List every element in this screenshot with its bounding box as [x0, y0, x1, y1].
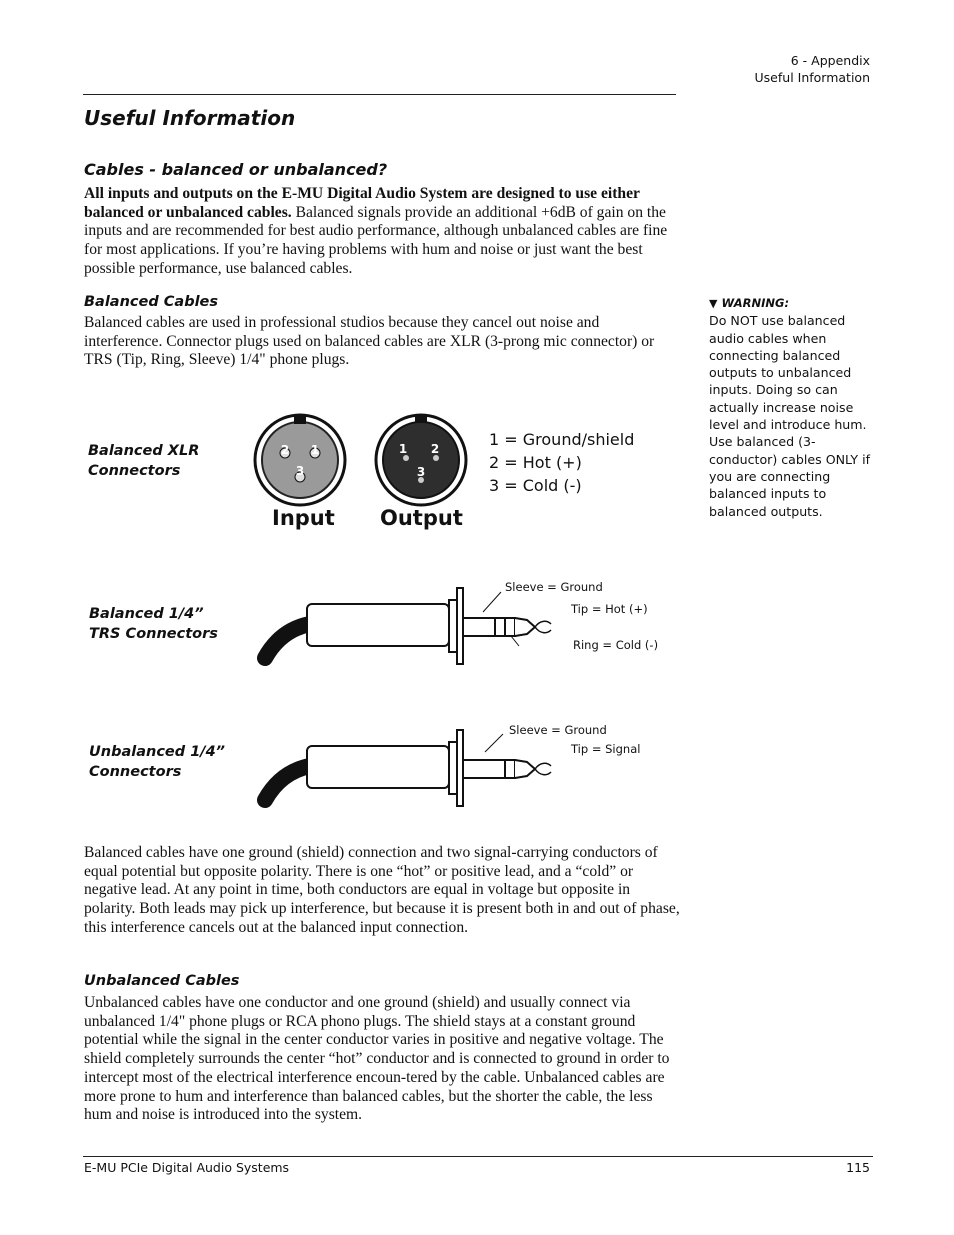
- output-pin-label: 3: [416, 465, 426, 479]
- footer-rule: [83, 1156, 873, 1157]
- balanced-cables-paragraph: Balanced cables are used in professional studios because they cancel out noise and interference. Connector plugs used on balanced cables are XLR (3-prong mic connector) or TRS (Tip, Ring, Sleeve) 1/4" phone plugs.: [84, 314, 655, 369]
- warning-note: [709, 294, 877, 520]
- trs-plug-illustration: [255, 580, 555, 675]
- trs-connectors-label: [89, 604, 218, 644]
- xlr-connectors-illustration: [250, 410, 480, 510]
- pin-legend-item: 2 = Hot (+): [489, 453, 582, 472]
- warning-title: WARNING:: [721, 296, 790, 310]
- xlr-label-line1: Balanced XLR: [88, 443, 200, 459]
- running-header: [755, 52, 870, 86]
- intro-bold-text: All inputs and outputs on the E-MU Digital Audio System are designed to use either balanced or unbalanced cables.: [84, 185, 640, 221]
- unbal-sleeve-note: Sleeve = Ground: [509, 723, 607, 737]
- header-section-name: Useful Information: [754, 70, 870, 85]
- page-number: 115: [846, 1160, 870, 1175]
- output-pin-label: 1: [398, 442, 408, 456]
- unbalanced-cables-heading: Unbalanced Cables: [84, 973, 240, 989]
- output-label: Output: [380, 506, 463, 530]
- trs-label-line1: Balanced 1/4”: [89, 606, 204, 622]
- xlr-output-connector-icon: [376, 415, 466, 505]
- input-pin-label: 1: [310, 443, 320, 457]
- page-title: Useful Information: [84, 106, 296, 130]
- trs-sleeve-note: Sleeve = Ground: [505, 580, 603, 594]
- unbalanced-connectors-label: [89, 742, 225, 782]
- unbalanced-cables-paragraph: Unbalanced cables have one conductor and one ground (shield) and usually connect via unbalanced 1/4" phone plugs or RCA phono plugs. The shield stays at a constant ground potential while the signal in the center conductor varies in positive and negative voltage. The shield completely surrounds the center “hot” conductor and is connected to ground in order to intercept most of the electrical interference encoun-tered by the cable. Unbalanced cables are more prone to hum and interference than balanced cables, but the shorter the cable, the less hum and noise is introduced into the system.: [84, 994, 670, 1124]
- header-rule: [83, 94, 676, 95]
- balanced-explanation-paragraph: Balanced cables have one ground (shield) connection and two signal-carrying conductors of equal potential but opposite polarity. There is one “hot” or positive lead, and a “cold” or negative lead. At any point in time, both conductors are equal in voltage but opposite in polarity. Both leads may pick up interference, but because it is present both in and out of phase, this interference cancels out at the balanced input connection.: [84, 844, 680, 936]
- intro-text: Balanced signals provide an additional +6dB of gain on the inputs and are recommended for best audio performance, although unbalanced cables are fine for most applications. If you’re having problems with hum and noise or just want the best possible performance, use balanced cables.: [84, 203, 668, 277]
- pin-legend-item: 3 = Cold (-): [489, 476, 582, 495]
- balanced-cables-heading: Balanced Cables: [84, 294, 219, 310]
- input-label: Input: [272, 506, 335, 530]
- warning-text: Do NOT use balanced audio cables when connecting balanced outputs to unbalanced inputs. Doing so can actually increase noise level and introduce hum. Use balanced (3-conductor) cables ONLY if you are connecting balanced inputs to balanced outputs.: [709, 313, 870, 519]
- trs-label-line2: TRS Connectors: [89, 626, 218, 642]
- intro-paragraph: [84, 185, 680, 279]
- unbal-tip-note: Tip = Signal: [571, 742, 641, 756]
- trs-ring-note: Ring = Cold (-): [573, 638, 659, 652]
- xlr-input-connector-icon: [255, 415, 345, 505]
- pin-legend: [489, 428, 634, 497]
- unbal-label-line1: Unbalanced 1/4”: [89, 744, 226, 760]
- output-pin-label: 2: [430, 442, 440, 456]
- trs-tip-note: Tip = Hot (+): [571, 602, 648, 616]
- xlr-connectors-label: [88, 441, 199, 481]
- input-pin-label: 3: [295, 464, 305, 478]
- unbal-label-line2: Connectors: [89, 764, 182, 780]
- input-pin-label: 2: [280, 443, 290, 457]
- pin-legend-item: 1 = Ground/shield: [489, 430, 635, 449]
- warning-triangle-icon: ▼: [709, 297, 718, 310]
- xlr-label-line2: Connectors: [88, 463, 181, 479]
- header-chapter: 6 - Appendix: [790, 53, 870, 68]
- section-title: Cables - balanced or unbalanced?: [84, 160, 388, 179]
- footer-title: E-MU PCIe Digital Audio Systems: [84, 1160, 290, 1175]
